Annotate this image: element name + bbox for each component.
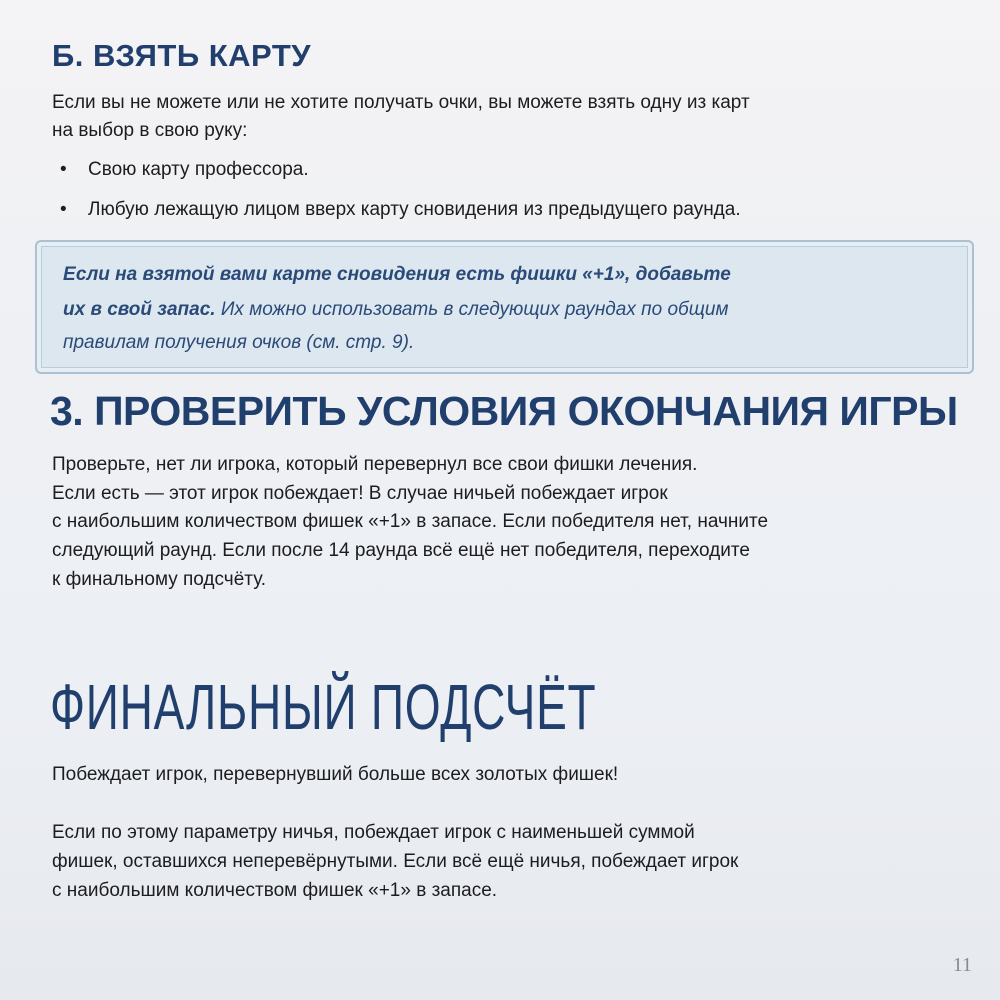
paragraph-line: Если есть — этот игрок побеждает! В случае ничьей побеждает игрок bbox=[52, 483, 668, 504]
callout-line-bold: их в свой запас. bbox=[63, 299, 216, 320]
section-b-intro-line: на выбор в свою руку: bbox=[52, 120, 248, 141]
callout-line: правилам получения очков (см. стр. 9). bbox=[63, 332, 415, 353]
paragraph-line: с наибольшим количеством фишек «+1» в запасе. bbox=[52, 880, 498, 901]
paragraph-line: следующий раунд. Если после 14 раунда всё ещё нет победителя, переходите bbox=[52, 540, 750, 561]
bullet-icon: • bbox=[60, 199, 67, 220]
page-number: 11 bbox=[952, 954, 972, 976]
callout-line: Их можно использовать в следующих раундах по общим bbox=[215, 299, 729, 320]
section-b-heading: Б. ВЗЯТЬ КАРТУ bbox=[52, 38, 312, 73]
paragraph-line: к финальному подсчёту. bbox=[52, 569, 267, 590]
final-lead: Побеждает игрок, перевернувший больше всех золотых фишек! bbox=[52, 764, 619, 785]
paragraph-line: фишек, оставшихся неперевёрнутыми. Если всё ещё ничья, побеждает игрок bbox=[52, 851, 739, 872]
final-scoring-title: ФИНАЛЬНЫЙ ПОДСЧЁТ bbox=[50, 671, 597, 743]
callout-box bbox=[35, 240, 974, 374]
list-item: Любую лежащую лицом вверх карту сновидения из предыдущего раунда. bbox=[88, 199, 741, 220]
section-3-heading: 3. ПРОВЕРИТЬ УСЛОВИЯ ОКОНЧАНИЯ ИГРЫ bbox=[50, 388, 958, 434]
paragraph-line: Если по этому параметру ничья, побеждает игрок с наименьшей суммой bbox=[52, 822, 695, 843]
paragraph-line: с наибольшим количеством фишек «+1» в запасе. Если победителя нет, начните bbox=[52, 511, 769, 532]
paragraph-line: Проверьте, нет ли игрока, который перевернул все свои фишки лечения. bbox=[52, 454, 698, 475]
section-b-intro-line: Если вы не можете или не хотите получать очки, вы можете взять одну из карт bbox=[52, 92, 750, 113]
list-item: Свою карту профессора. bbox=[88, 159, 309, 180]
callout-line: Если на взятой вами карте сновидения есть фишки «+1», добавьте bbox=[63, 264, 731, 285]
bullet-icon: • bbox=[60, 159, 67, 180]
